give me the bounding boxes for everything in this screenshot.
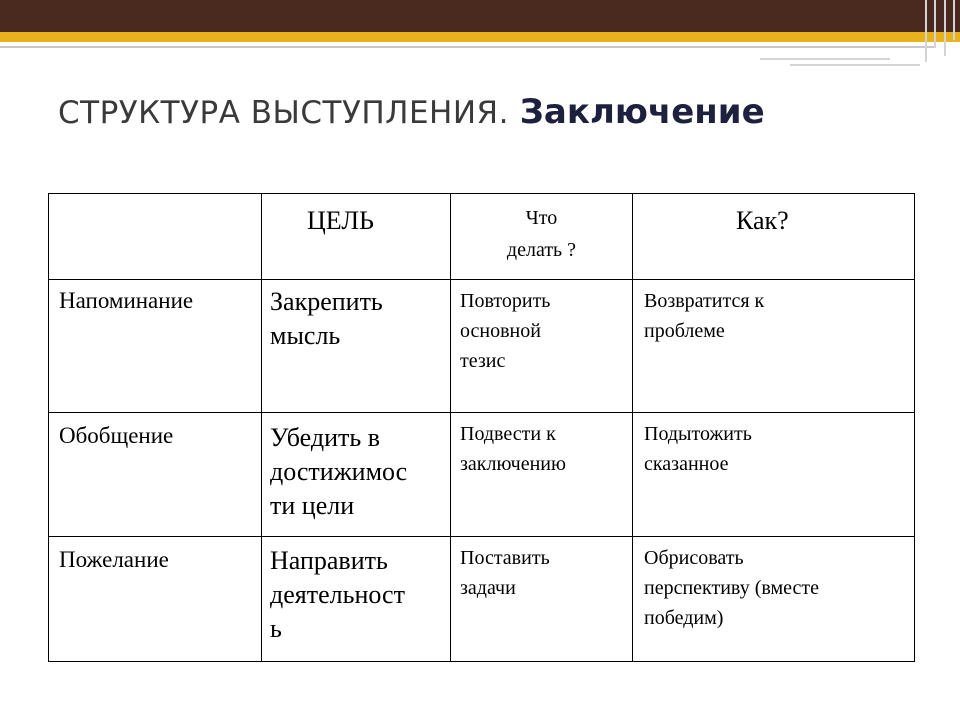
divider-line <box>0 46 935 48</box>
decor-vertical-line <box>944 0 946 56</box>
how-cell: Подытожить сказанное <box>633 413 915 537</box>
goal-cell: Закрепить мысль <box>262 280 451 413</box>
header-cell-what: Что делать ? <box>451 194 633 280</box>
how-cell: Обрисовать перспективу (вместе победим) <box>633 537 915 662</box>
header-cell-how: Как? <box>633 194 915 280</box>
slide-title <box>58 92 918 132</box>
goal-cell: Убедить в достижимос ти цели <box>262 413 451 537</box>
header-cell-goal: ЦЕЛЬ <box>262 194 451 280</box>
table-row <box>49 413 915 537</box>
decor-vertical-line <box>925 0 927 62</box>
decor-horizontal-line <box>760 58 890 60</box>
table-header-row <box>49 194 915 280</box>
what-cell: Подвести к заключению <box>451 413 633 537</box>
row-label-cell: Пожелание <box>49 537 262 662</box>
table-row <box>49 537 915 662</box>
how-cell: Возвратится к проблеме <box>633 280 915 413</box>
structure-table <box>48 193 915 662</box>
what-cell: Поставить задачи <box>451 537 633 662</box>
what-cell: Повторить основной тезис <box>451 280 633 413</box>
goal-cell: Направить деятельност ь <box>262 537 451 662</box>
row-label-cell: Обобщение <box>49 413 262 537</box>
decor-vertical-line <box>934 0 936 48</box>
decor-vertical-line <box>953 0 955 40</box>
slide-title-sub: Заключение <box>519 92 765 132</box>
decor-horizontal-line <box>790 64 920 66</box>
header-bar <box>0 0 960 32</box>
accent-stripe <box>0 32 960 42</box>
header-cell-empty <box>49 194 262 280</box>
slide-title-main: СТРУКТУРА ВЫСТУПЛЕНИЯ. <box>58 95 509 131</box>
table-row <box>49 280 915 413</box>
row-label-cell: Напоминание <box>49 280 262 413</box>
